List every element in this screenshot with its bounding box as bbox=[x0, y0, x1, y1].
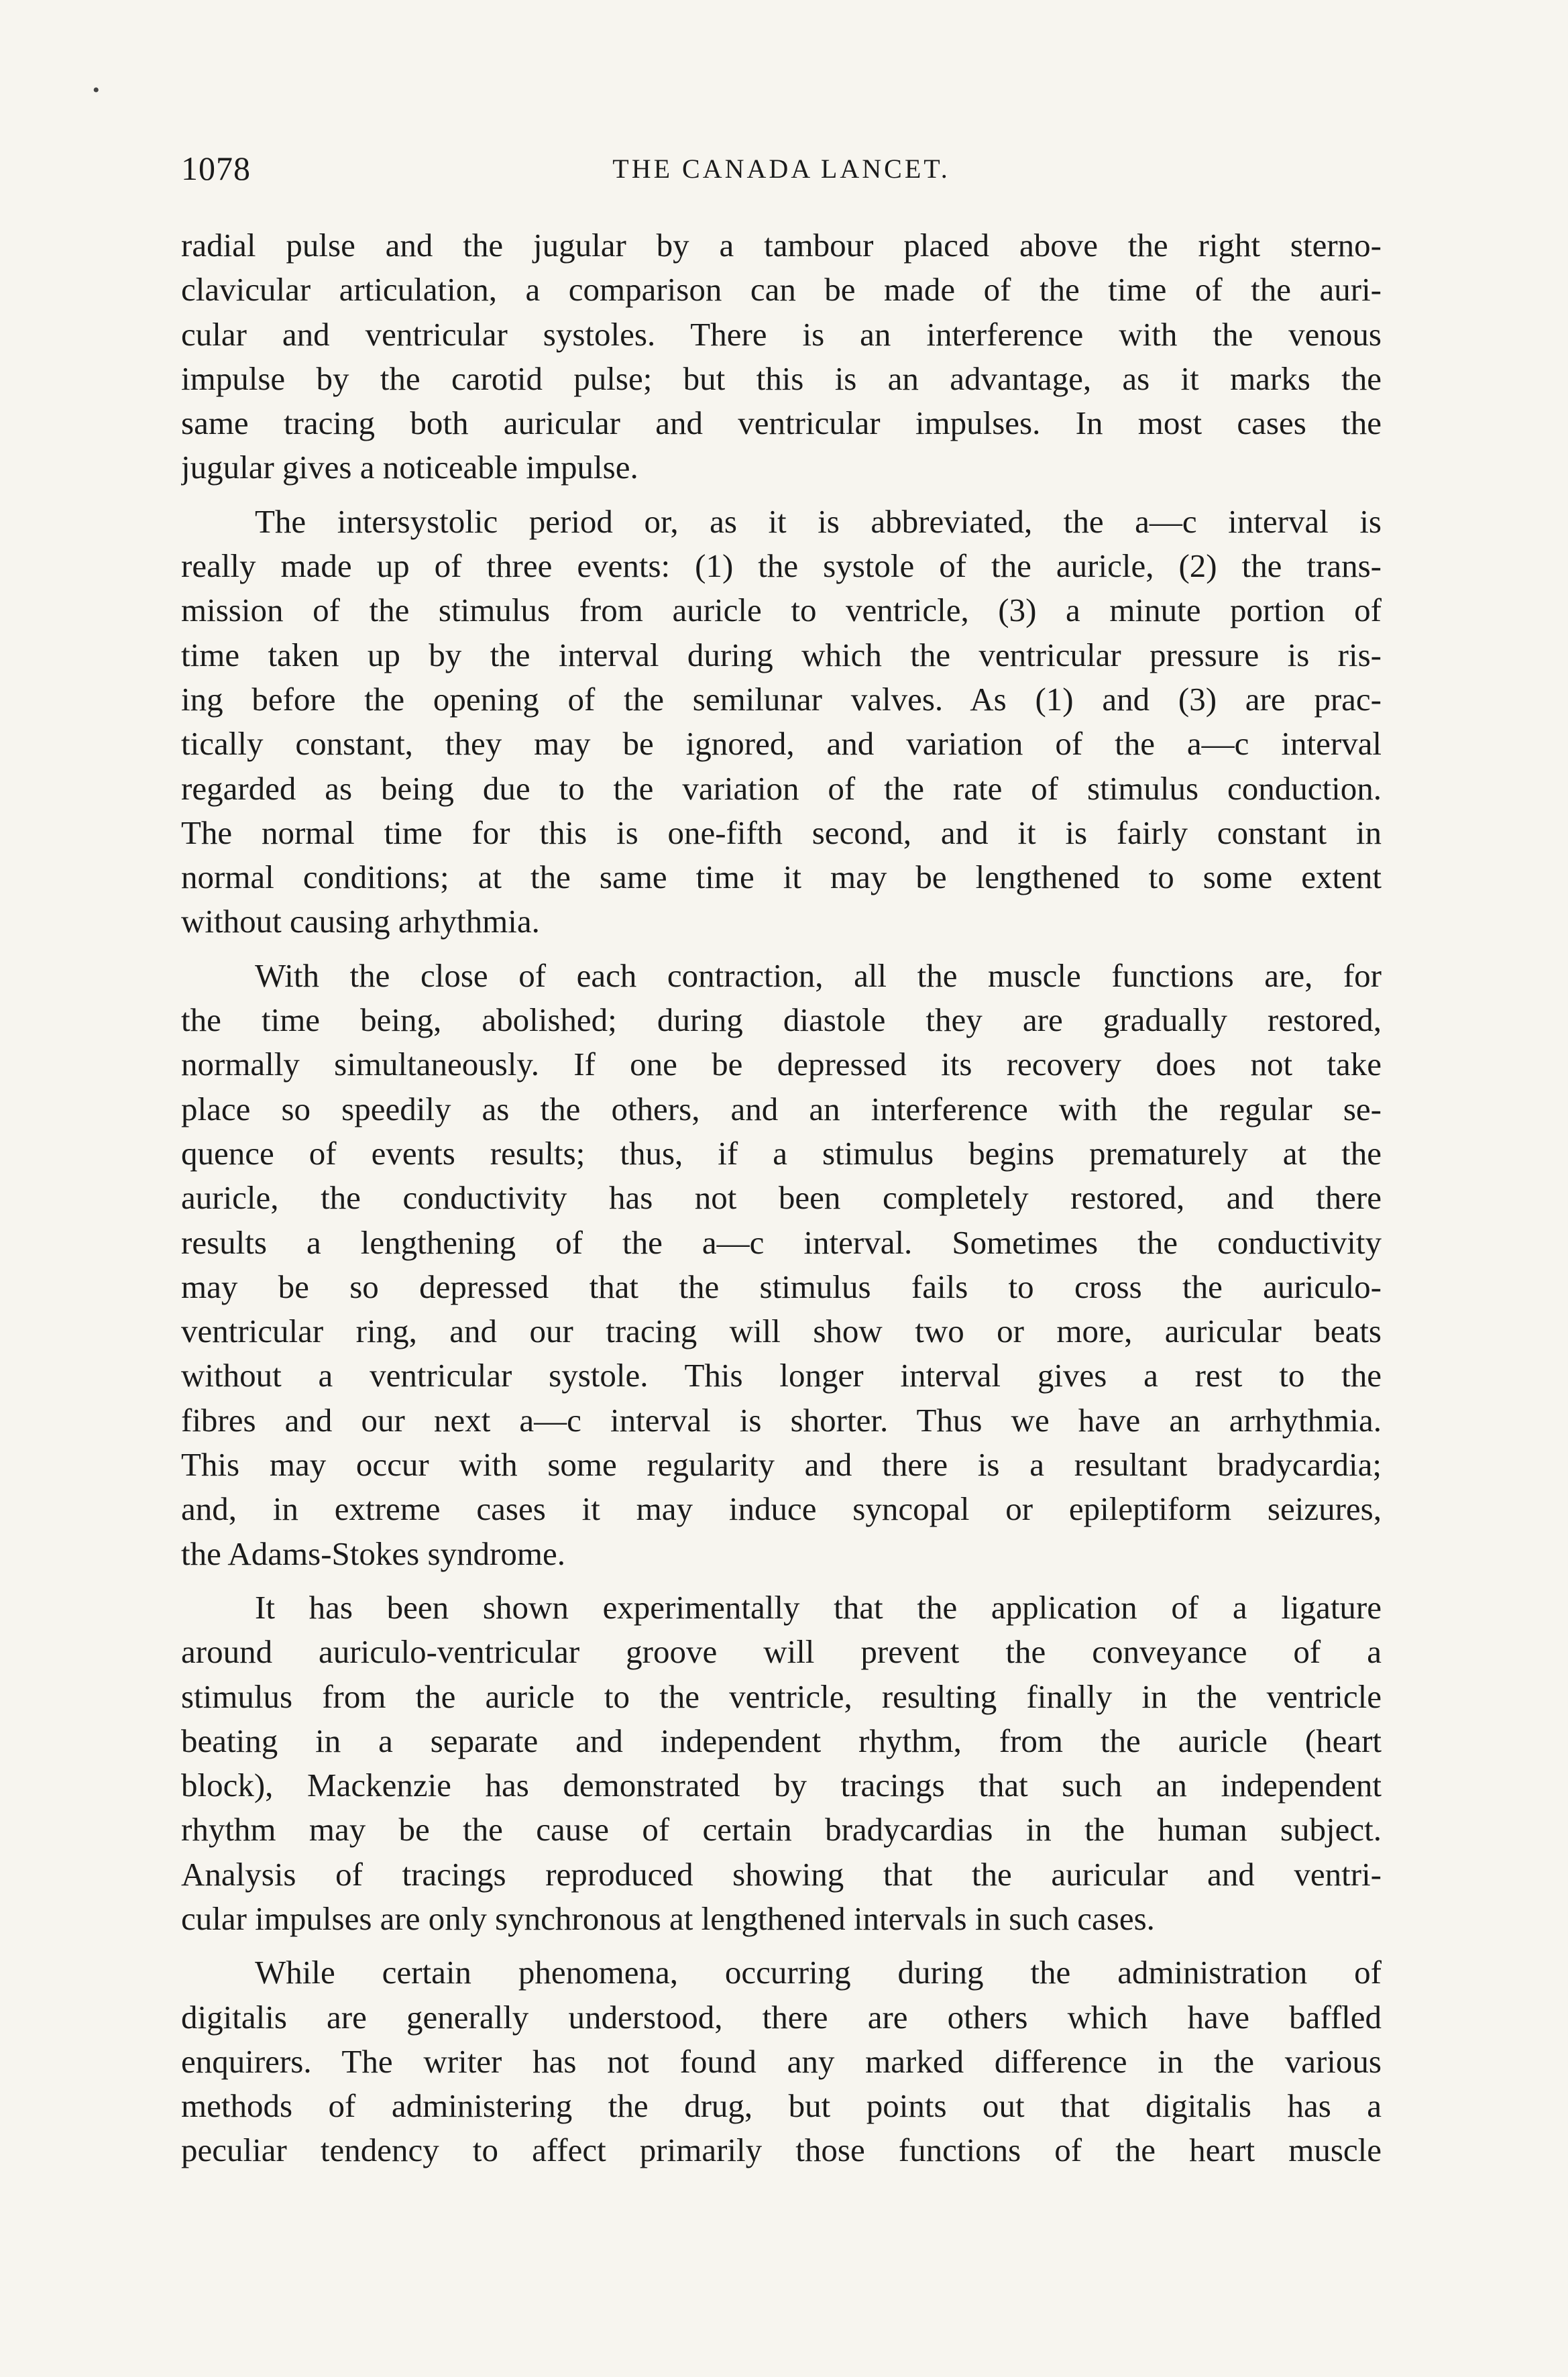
text-line: the time being, abolished; during diastole they are gradually restored, bbox=[181, 1001, 1382, 1039]
text-line: fibres and our next a—c interval is shorter. Thus we have an arrhythmia. bbox=[181, 1401, 1382, 1439]
text-line: the Adams-Stokes syndrome. bbox=[181, 1535, 565, 1572]
text-line: normally simultaneously. If one be depressed its recovery does not take bbox=[181, 1046, 1382, 1083]
text-line: The normal time for this is one-fifth second, and it is fairly constant in bbox=[181, 814, 1382, 851]
text-line: really made up of three events: (1) the systole of the auricle, (2) the trans- bbox=[181, 547, 1382, 585]
text-line: cular impulses are only synchronous at lengthened intervals in such cases. bbox=[181, 1899, 1155, 1937]
paragraph bbox=[181, 500, 1382, 944]
scan-speck-mark: • bbox=[93, 79, 100, 101]
paragraph-gap bbox=[181, 490, 1382, 500]
paragraph-gap bbox=[181, 1941, 1382, 1950]
text-line: place so speedily as the others, and an interference with the regular se- bbox=[181, 1090, 1382, 1127]
text-line: enquirers. The writer has not found any marked difference in the various bbox=[181, 2042, 1382, 2080]
text-line: methods of administering the drug, but points out that digitalis has a bbox=[181, 2087, 1382, 2125]
text-line: around auriculo-ventricular groove will prevent the conveyance of a bbox=[181, 1633, 1382, 1671]
text-line: With the close of each contraction, all the muscle functions are, for bbox=[255, 956, 1382, 994]
paragraph bbox=[181, 1950, 1382, 2172]
paragraph bbox=[181, 1586, 1382, 1941]
page-number: 1078 bbox=[181, 150, 251, 187]
paragraph bbox=[181, 223, 1382, 490]
page-header bbox=[181, 149, 1382, 196]
text-line: quence of events results; thus, if a stimulus begins prematurely at the bbox=[181, 1134, 1382, 1172]
text-line: mission of the stimulus from auricle to ventricle, (3) a minute portion of bbox=[181, 592, 1382, 629]
text-line: and, in extreme cases it may induce syncopal or epileptiform seizures, bbox=[181, 1490, 1382, 1528]
text-line: block), Mackenzie has demonstrated by tracings that such an independent bbox=[181, 1767, 1382, 1804]
text-line: jugular gives a noticeable impulse. bbox=[181, 449, 638, 486]
text-line: The intersystolic period or, as it is abbreviated, the a—c interval is bbox=[255, 502, 1382, 540]
text-line: This may occur with some regularity and there is a resultant bradycardia; bbox=[181, 1446, 1382, 1484]
paragraph-gap bbox=[181, 1576, 1382, 1586]
body-text bbox=[181, 223, 1382, 2173]
text-line: time taken up by the interval during which the ventricular pressure is ris- bbox=[181, 636, 1382, 673]
text-line: may be so depressed that the stimulus fails to cross the auriculo- bbox=[181, 1268, 1382, 1305]
text-line: normal conditions; at the same time it may be lengthened to some extent bbox=[181, 859, 1382, 896]
text-line: clavicular articulation, a comparison can be made of the time of the auri- bbox=[181, 271, 1382, 309]
text-line: rhythm may be the cause of certain bradycardias in the human subject. bbox=[181, 1811, 1382, 1848]
paragraph-gap bbox=[181, 944, 1382, 954]
text-line: cular and ventricular systoles. There is an interference with the venous bbox=[181, 315, 1382, 353]
text-line: radial pulse and the jugular by a tambour placed above the right sterno- bbox=[181, 227, 1382, 264]
text-line: regarded as being due to the variation of the rate of stimulus conduction. bbox=[181, 769, 1382, 807]
text-line: stimulus from the auricle to the ventricle, resulting finally in the ventricle bbox=[181, 1677, 1382, 1715]
text-line: without causing arhythmia. bbox=[181, 903, 540, 940]
text-line: digitalis are generally understood, there are others which have baffled bbox=[181, 1998, 1382, 2036]
text-line: same tracing both auricular and ventricular impulses. In most cases the bbox=[181, 404, 1382, 442]
text-line: ventricular ring, and our tracing will show two or more, auricular beats bbox=[181, 1313, 1382, 1350]
text-line: peculiar tendency to affect primarily those functions of the heart muscle bbox=[181, 2132, 1382, 2169]
text-line: beating in a separate and independent rhythm, from the auricle (heart bbox=[181, 1722, 1382, 1759]
text-line: ing before the opening of the semilunar valves. As (1) and (3) are prac- bbox=[181, 680, 1382, 718]
text-line: impulse by the carotid pulse; but this is an advantage, as it marks the bbox=[181, 360, 1382, 397]
text-line: without a ventricular systole. This longer interval gives a rest to the bbox=[181, 1357, 1382, 1394]
text-line: Analysis of tracings reproduced showing that the auricular and ventri- bbox=[181, 1855, 1382, 1893]
text-line: results a lengthening of the a—c interval. Sometimes the conductivity bbox=[181, 1223, 1382, 1261]
running-head: THE CANADA LANCET. bbox=[612, 154, 950, 184]
text-line: tically constant, they may be ignored, and variation of the a—c interval bbox=[181, 725, 1382, 763]
paragraph bbox=[181, 954, 1382, 1576]
text-line: While certain phenomena, occurring during the administration of bbox=[255, 1954, 1382, 1991]
text-line: It has been shown experimentally that the application of a ligature bbox=[255, 1588, 1382, 1626]
text-line: auricle, the conductivity has not been completely restored, and there bbox=[181, 1179, 1382, 1217]
